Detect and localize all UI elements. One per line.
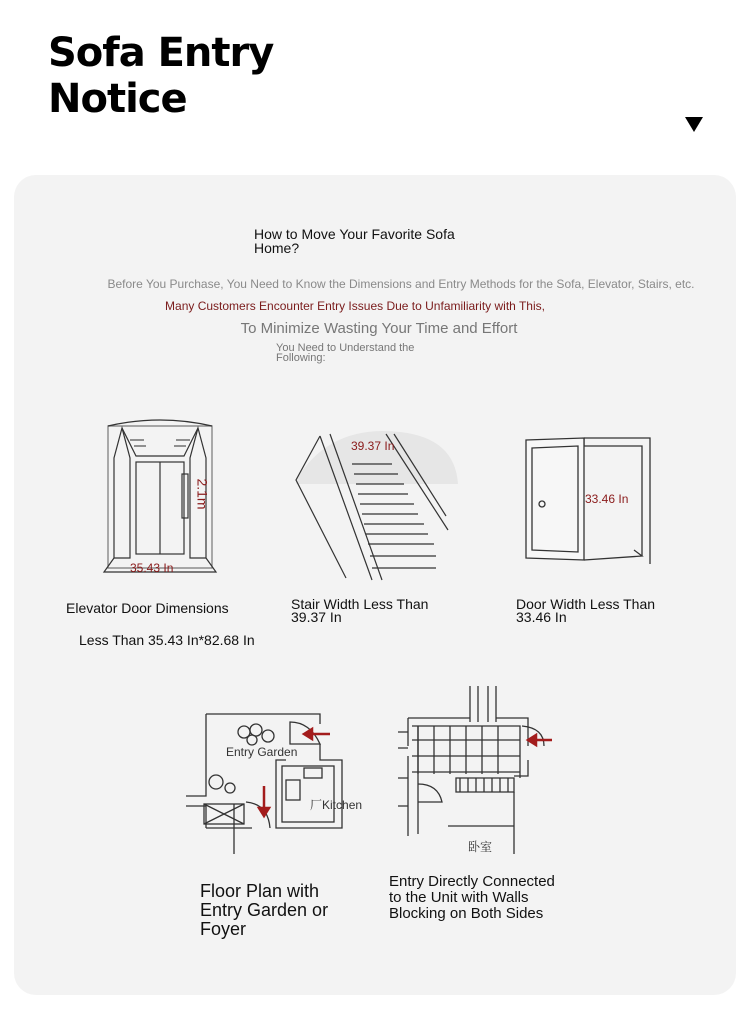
kitchen-label [310, 796, 362, 813]
intro-line-4: You Need to Understand the Following: [276, 342, 415, 364]
info-panel [14, 175, 736, 995]
elevator-caption-2: Less Than 35.43 In*82.68 In [79, 632, 255, 648]
floor-plan-caption: Floor Plan with Entry Garden or Foyer [200, 881, 329, 939]
entry-garden-label: Entry Garden [226, 745, 298, 759]
bedroom-label: 卧室 [468, 840, 493, 854]
elevator-caption-1: Elevator Door Dimensions [66, 600, 229, 616]
triangle-down-icon[interactable] [685, 117, 703, 132]
title-line-1: Sofa Entry [48, 30, 274, 76]
intro-line-3: To Minimize Wasting Your Time and Effort [240, 320, 518, 337]
intro-question: How to Move Your Favorite Sofa Home? [254, 226, 455, 256]
page-title [48, 30, 273, 122]
direct-entry-caption: Entry Directly Connected to the Unit with Walls Blocking on Both Sides [389, 873, 555, 922]
intro-line-1: Before You Purchase, You Need to Know the Dimensions and Entry Methods for the Sofa, Elevator, Stairs, etc. [107, 277, 695, 291]
stair-caption: Stair Width Less Than 39.37 In [291, 596, 429, 625]
elevator-height-label: 2.1m [194, 478, 211, 510]
floor-plan-direct-icon [398, 686, 568, 856]
floor-plan-icon [186, 708, 356, 858]
door-width-label: 33.46 In [585, 492, 629, 506]
kitchen-text: Kitchen [322, 798, 363, 812]
door-caption: Door Width Less Than 33.46 In [516, 596, 656, 625]
title-line-2: Notice [48, 76, 187, 122]
stair-width-label: 39.37 In [351, 439, 395, 453]
intro-line-2: Many Customers Encounter Entry Issues Due to Unfamiliarity with This, [165, 299, 545, 313]
kitchen-prefix: 厂 [310, 798, 323, 812]
elevator-width-label: 35.43 In [130, 561, 174, 575]
